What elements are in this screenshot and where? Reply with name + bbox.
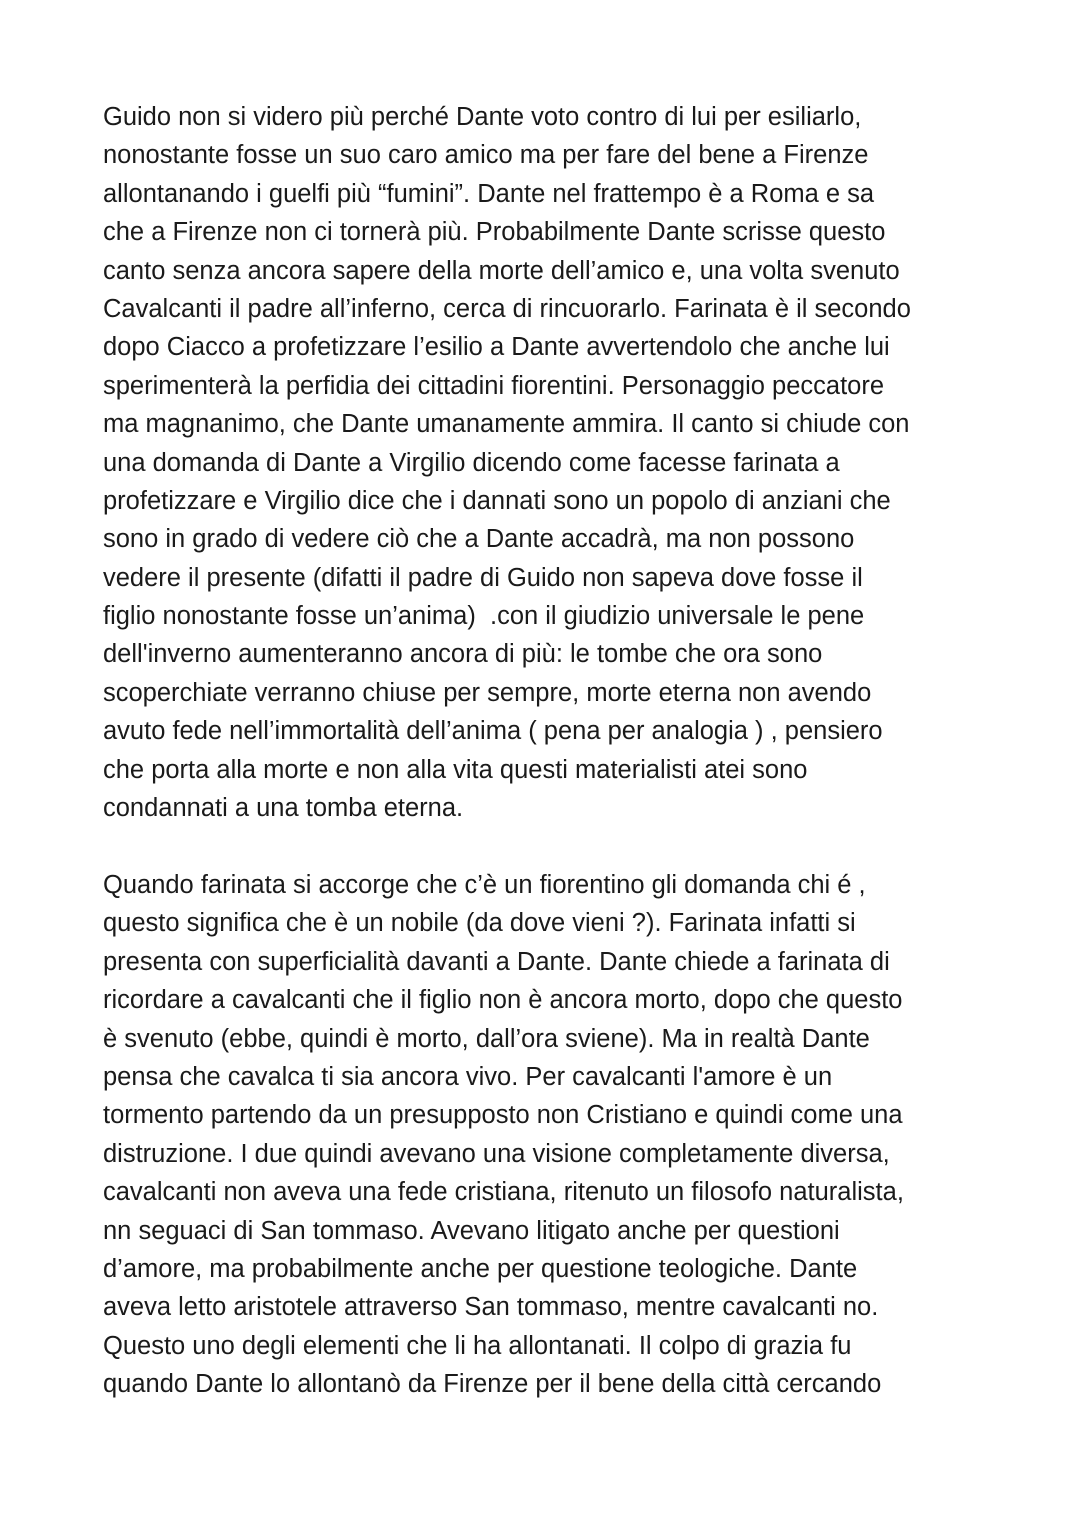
text-line: nn seguaci di San tommaso. Avevano litigato anche per questioni: [103, 1216, 840, 1245]
text-line: è svenuto (ebbe, quindi è morto, dall’ora sviene). Ma in realtà Dante: [103, 1024, 870, 1053]
text-line: Guido non si videro più perché Dante voto contro di lui per esiliarlo,: [103, 103, 862, 131]
text-line: ricordare a cavalcanti che il figlio non è ancora morto, dopo che questo: [103, 986, 903, 1015]
text-line: allontanando i guelfi più “fumini”. Dante nel frattempo è a Roma e sa: [103, 179, 875, 208]
text-line: che a Firenze non ci tornerà più. Probabilmente Dante scrisse questo: [103, 218, 886, 247]
text-line: scoperchiate verranno chiuse per sempre, morte eterna non avendo: [103, 678, 872, 707]
text-line: che porta alla morte e non alla vita questi materialisti atei sono: [103, 755, 808, 784]
text-line: una domanda di Dante a Virgilio dicendo come facesse farinata a: [103, 448, 840, 477]
text-line: questo significa che è un nobile (da dove vieni ?). Farinata infatti si: [103, 909, 856, 938]
text-line: aveva letto aristotele attraverso San tommaso, mentre cavalcanti no.: [103, 1293, 879, 1322]
text-line: pensa che cavalca ti sia ancora vivo. Per cavalcanti l'amore è un: [103, 1062, 833, 1091]
text-line: sono in grado di vedere ciò che a Dante accadrà, ma non possono: [103, 525, 855, 554]
text-line: canto senza ancora sapere della morte dell’amico e, una volta svenuto: [103, 256, 900, 285]
text-line: distruzione. I due quindi avevano una visione completamente diversa,: [103, 1139, 890, 1168]
text-line: cavalcanti non aveva una fede cristiana, ritenuto un filosofo naturalista,: [103, 1178, 904, 1207]
text-line: quando Dante lo allontanò da Firenze per il bene della città cercando: [103, 1370, 882, 1399]
text-line: presenta con superficialità davanti a Dante. Dante chiede a farinata di: [103, 947, 890, 976]
text-line: dopo Ciacco a profetizzare l’esilio a Dante avvertendolo che anche lui: [103, 333, 890, 362]
text-line: figlio nonostante fosse un’anima) .con il giudizio universale le pene: [103, 602, 865, 631]
text-line: dell'inverno aumenteranno ancora di più: le tombe che ora sono: [103, 640, 823, 669]
paragraph-2: [103, 866, 1003, 1403]
text-line: tormento partendo da un presupposto non Cristiano e quindi come una: [103, 1101, 903, 1130]
text-line: Quando farinata si accorge che c’è un fiorentino gli domanda chi é ,: [103, 871, 866, 899]
text-line: profetizzare e Virgilio dice che i dannati sono un popolo di anziani che: [103, 486, 891, 515]
text-line: avuto fede nell’immortalità dell’anima ( pena per analogia ) , pensiero: [103, 717, 883, 746]
text-line: nonostante fosse un suo caro amico ma per fare del bene a Firenze: [103, 141, 869, 170]
text-line: Questo uno degli elementi che li ha allontanati. Il colpo di grazia fu: [103, 1331, 852, 1360]
text-line: Cavalcanti il padre all’inferno, cerca di rincuorarlo. Farinata è il secondo: [103, 294, 911, 323]
text-line: vedere il presente (difatti il padre di Guido non sapeva dove fosse il: [103, 563, 863, 592]
text-line: condannati a una tomba eterna.: [103, 794, 464, 823]
paragraph-1: [103, 98, 1003, 827]
text-line: d’amore, ma probabilmente anche per questione teologiche. Dante: [103, 1254, 858, 1283]
text-line: sperimenterà la perfidia dei cittadini fiorentini. Personaggio peccatore: [103, 371, 885, 400]
text-line: ma magnanimo, che Dante umanamente ammira. Il canto si chiude con: [103, 410, 910, 439]
